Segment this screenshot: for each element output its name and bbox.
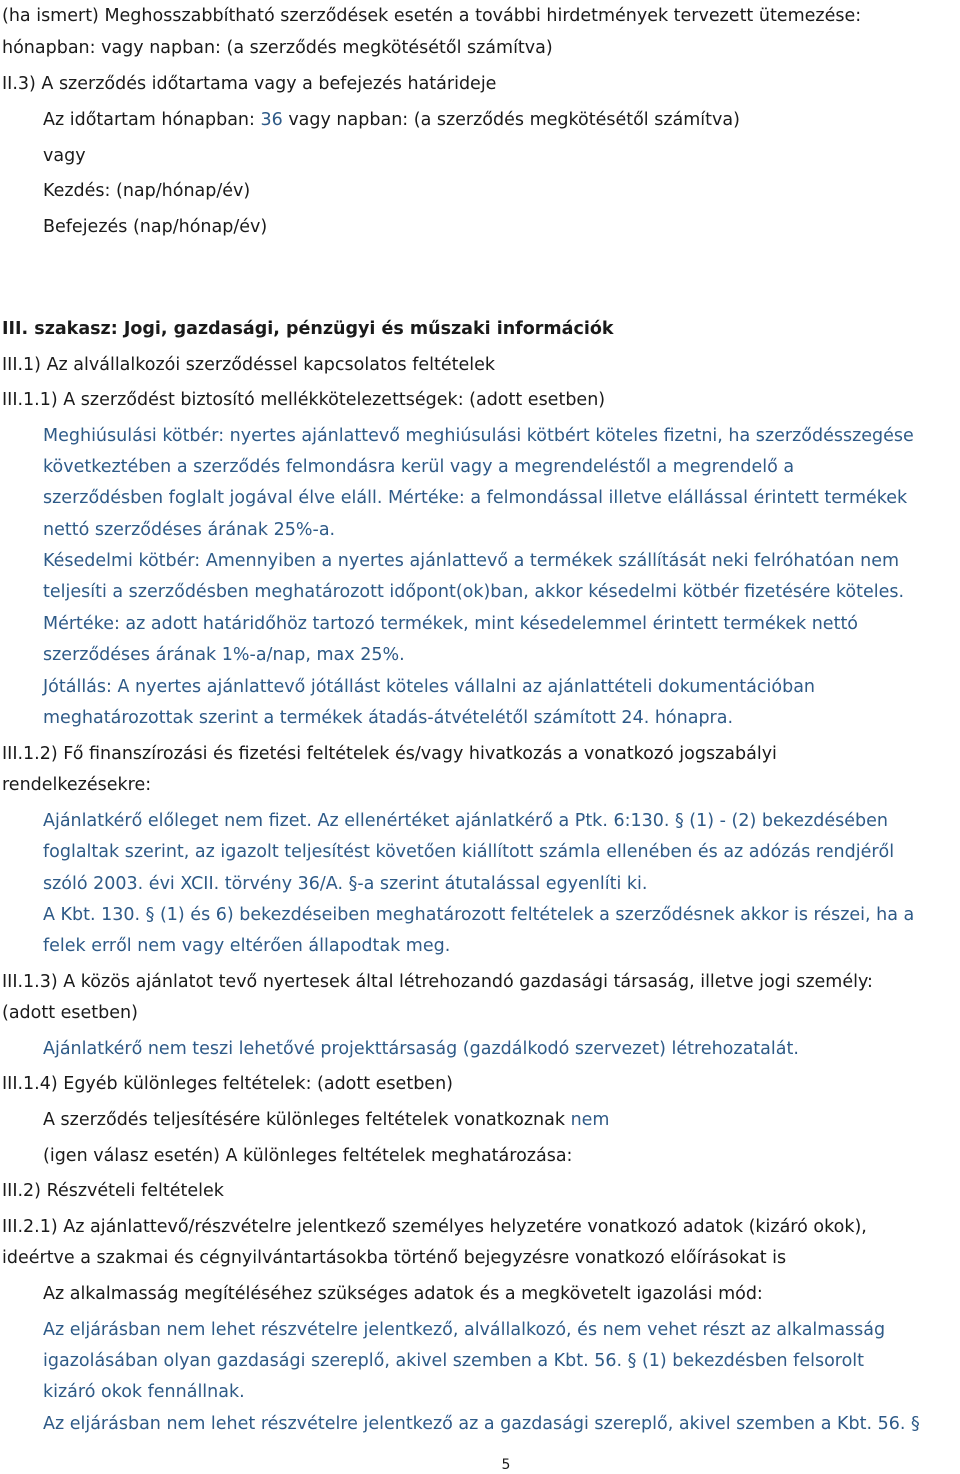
text-line: foglaltak szerint, az igazolt teljesítést követően kiállított számla ellenében és az adózás rendjéről — [43, 842, 895, 862]
special-conditions-value: nem — [570, 1110, 610, 1130]
text-line: felek erről nem vagy eltérően állapodtak meg. — [43, 936, 451, 956]
text-line: Ajánlatkérő előleget nem fizet. Az ellenértéket ajánlatkérő a Ptk. 6:130. § (1) - (2) bekezdésében — [43, 811, 888, 831]
text-line: meghatározottak szerint a termékek átadás-átvételétől számított 24. hónapra. — [43, 708, 734, 728]
duration-value: 36 — [260, 110, 283, 130]
section-heading: III.2) Részvételi feltételek — [2, 1181, 224, 1201]
text-line: Jótállás: A nyertes ajánlattevő jótállást köteles vállalni az ajánlattételi dokumentációban — [43, 677, 816, 697]
section-heading: III.1.3) A közös ajánlatot tevő nyertesek által létrehozandó gazdasági társaság, illetve jogi személy: — [2, 972, 873, 992]
text-line: következtében a szerződés felmondásra kerül vagy a megrendeléstől a megrendelő a — [43, 457, 795, 477]
text-line: szóló 2003. évi XCII. törvény 36/A. §-a szerint átutalással egyenlíti ki. — [43, 874, 648, 894]
section-title: III. szakasz: Jogi, gazdasági, pénzügyi és műszaki információk — [2, 319, 614, 339]
text-line: (igen válasz esetén) A különleges feltételek meghatározása: — [43, 1146, 573, 1166]
text-line: szerződéses árának 1%-a/nap, max 25%. — [43, 645, 405, 665]
section-heading: III.1) Az alvállalkozói szerződéssel kapcsolatos feltételek — [2, 355, 496, 375]
text-line: A Kbt. 130. § (1) és 6) bekezdéseiben meghatározott feltételek a szerződésnek akkor is részei, ha a — [43, 905, 915, 925]
text-line: Meghiúsulási kötbér: nyertes ajánlattevő meghiúsulási kötbért köteles fizetni, ha szerződésszegése — [43, 426, 914, 446]
text-line: Ajánlatkérő nem teszi lehetővé projekttársaság (gazdálkodó szervezet) létrehozatalát. — [43, 1039, 799, 1059]
section-heading: III.1.4) Egyéb különleges feltételek: (adott esetben) — [2, 1074, 453, 1094]
text-line: Az eljárásban nem lehet részvételre jelentkező, alvállalkozó, és nem vehet részt az alkalmasság — [43, 1320, 886, 1340]
section-heading: III.1.2) Fő finanszírozási és fizetési feltételek és/vagy hivatkozás a vonatkozó jogszabályi — [2, 744, 777, 764]
text-line: Késedelmi kötbér: Amennyiben a nyertes ajánlattevő a termékek szállítását neki felróhatóan nem — [43, 551, 900, 571]
text-line: Az alkalmasság megítéléséhez szükséges adatok és a megkövetelt igazolási mód: — [43, 1284, 763, 1304]
text-line: Az eljárásban nem lehet részvételre jelentkező az a gazdasági szereplő, akivel szemben a Kbt. 56. § — [43, 1414, 920, 1434]
section-heading: ideértve a szakmai és cégnyilvántartásokba történő bejegyzésre vonatkozó előírásokat is — [2, 1248, 787, 1268]
text-line: teljesíti a szerződésben meghatározott időpont(ok)ban, akkor késedelmi kötbér fizetésére köteles. — [43, 582, 905, 602]
text-line: igazolásában olyan gazdasági szereplő, akivel szemben a Kbt. 56. § (1) bekezdésben felsorolt — [43, 1351, 865, 1371]
text-line: Befejezés (nap/hónap/év) — [43, 217, 268, 237]
text-line: hónapban: vagy napban: (a szerződés megkötésétől számítva) — [2, 38, 553, 58]
text-line: Kezdés: (nap/hónap/év) — [43, 181, 251, 201]
text-line: Mértéke: az adott határidőhöz tartozó termékek, mint késedelemmel érintett termékek nettó — [43, 614, 859, 634]
section-heading: II.3) A szerződés időtartama vagy a befejezés határideje — [2, 74, 497, 94]
page-number: 5 — [501, 1457, 511, 1473]
text-line: (ha ismert) Meghosszabbítható szerződések esetén a további hirdetmények tervezett ütemezése: — [2, 6, 862, 26]
section-heading: III.2.1) Az ajánlattevő/részvételre jelentkező személyes helyzetére vonatkozó adatok (kizáró okok), — [2, 1217, 867, 1237]
text-line: nettó szerződéses árának 25%-a. — [43, 520, 336, 540]
section-heading: III.1.1) A szerződést biztosító mellékkötelezettségek: (adott esetben) — [2, 390, 606, 410]
section-heading: (adott esetben) — [2, 1003, 138, 1023]
duration-line: Az időtartam hónapban: 36 vagy napban: (a szerződés megkötésétől számítva) — [43, 110, 740, 130]
text-line: szerződésben foglalt jogával élve eláll. Mértéke: a felmondással illetve elállással érintett termékek — [43, 488, 908, 508]
section-heading: rendelkezésekre: — [2, 775, 152, 795]
text-line: vagy — [43, 146, 86, 166]
special-conditions-line: A szerződés teljesítésére különleges feltételek vonatkoznak nem — [43, 1110, 610, 1130]
text-line: kizáró okok fennállnak. — [43, 1382, 245, 1402]
